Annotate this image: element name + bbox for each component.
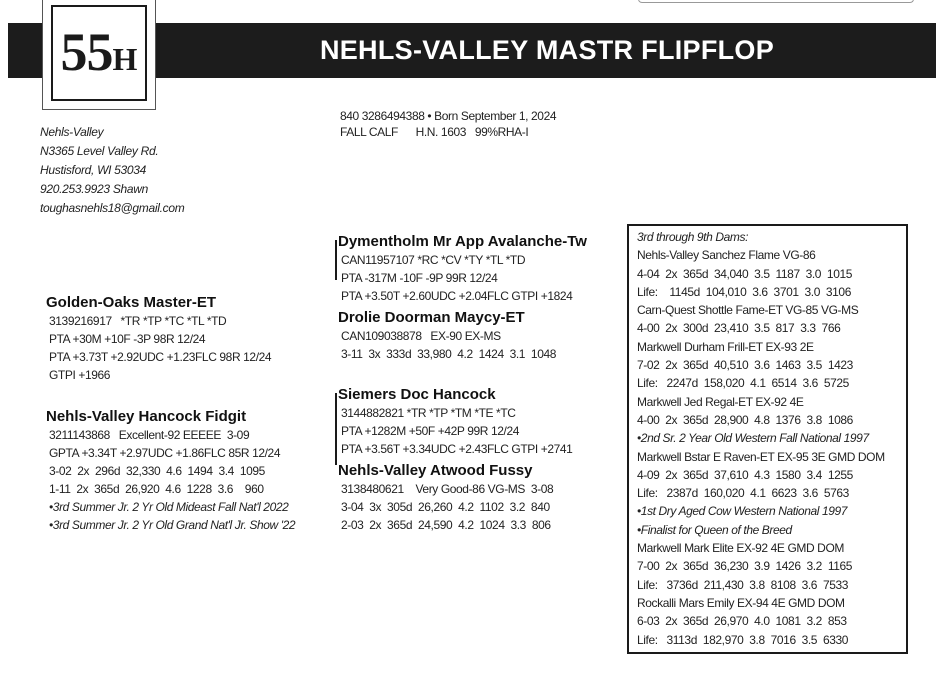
ancestor-dam-record: 7-00 2x 365d 36,230 3.9 1426 3.2 1165	[637, 559, 853, 574]
lot-number-suffix: H	[112, 41, 138, 77]
sires-sire-block	[338, 232, 587, 305]
ancestor-dam-name: Markwell Mark Elite EX-92 4E GMD DOM	[637, 541, 844, 556]
sire-line: GTPI +1966	[49, 368, 111, 382]
dams-dam-line: 2-03 2x 365d 24,590 4.2 1024 3.3 806	[341, 518, 551, 532]
dam-line: 1-11 2x 365d 26,920 4.6 1228 3.6 960	[49, 482, 264, 496]
dams-sire-line: 3144882821 *TR *TP *TM *TE *TC	[341, 406, 516, 420]
ancestor-dam-award: •Finalist for Queen of the Breed	[637, 522, 792, 537]
consignor-city: Hustisford, WI 53034	[40, 163, 147, 177]
sires-sire-line: PTA +3.50T +2.60UDC +2.04FLC GTPI +1824	[341, 289, 573, 303]
consignor-phone: 920.253.9923 Shawn	[40, 182, 149, 196]
extended-dams-box	[627, 224, 908, 654]
sire-block	[46, 293, 271, 384]
sires-sire-line: CAN11957107 *RC *CV *TY *TL *TD	[341, 253, 526, 267]
pedigree-bracket	[335, 393, 337, 465]
dam-name: Nehls-Valley Hancock Fidgit	[46, 408, 247, 425]
consignor-block	[40, 123, 184, 218]
ancestor-dam-record: 4-00 2x 365d 28,900 4.8 1376 3.8 1086	[637, 412, 853, 427]
consignor-email: toughasnehls18@gmail.com	[40, 201, 185, 215]
ancestor-dam-name: Carn-Quest Shottle Fame-ET VG-85 VG-MS	[637, 303, 859, 318]
consignor-name: Nehls-Valley	[40, 125, 104, 139]
sire-line: PTA +30M +10F -3P 98R 12/24	[49, 332, 206, 346]
sire-name: Golden-Oaks Master-ET	[46, 294, 217, 311]
ancestor-dam-name: Markwell Durham Frill-ET EX-93 2E	[637, 339, 814, 354]
sires-sire-line: PTA -317M -10F -9P 99R 12/24	[341, 271, 498, 285]
ancestor-dam-record: 4-00 2x 300d 23,410 3.5 817 3.3 766	[637, 321, 841, 336]
registration-birthdate: 840 3286494388 • Born September 1, 2024	[340, 109, 557, 123]
consignor-address: N3365 Level Valley Rd.	[40, 144, 159, 158]
lot-number	[53, 21, 145, 83]
ancestor-dam-record: Life: 2387d 160,020 4.1 6623 3.6 5763	[637, 486, 849, 501]
dams-box-lines	[637, 246, 906, 649]
lot-number-tag	[42, 0, 156, 110]
top-tab-frame	[638, 0, 914, 3]
dam-line: 3211143868 Excellent-92 EEEEE 3-09	[49, 428, 250, 442]
ancestor-dam-record: 7-02 2x 365d 40,510 3.6 1463 3.5 1423	[637, 358, 853, 373]
sires-dam-name: Drolie Doorman Maycy-ET	[338, 309, 525, 326]
dams-dam-block	[338, 461, 553, 534]
dams-sire-block	[338, 385, 572, 458]
ancestor-dam-record: Life: 3113d 182,970 3.8 7016 3.5 6330	[637, 632, 849, 647]
ancestor-dam-award: •1st Dry Aged Cow Western National 1997	[637, 504, 848, 519]
ancestor-dam-record: Life: 2247d 158,020 4.1 6514 3.6 5725	[637, 376, 849, 391]
ancestor-dam-name: Markwell Bstar E Raven-ET EX-95 3E GMD DOM	[637, 449, 885, 464]
sires-dam-line: CAN109038878 EX-90 EX-MS	[341, 329, 501, 343]
dams-dam-name: Nehls-Valley Atwood Fussy	[338, 462, 533, 479]
ancestor-dam-record: Life: 3736d 211,430 3.8 8108 3.6 7533	[637, 577, 849, 592]
dam-award: •3rd Summer Jr. 2 Yr Old Grand Nat'l Jr. Show '22	[49, 518, 296, 532]
pedigree-bracket	[335, 240, 337, 280]
ancestor-dam-record: Life: 1145d 104,010 3.6 3701 3.0 3106	[637, 284, 851, 299]
dams-sire-line: PTA +3.56T +3.34UDC +2.43FLC GTPI +2741	[341, 442, 573, 456]
dam-line: GPTA +3.34T +2.97UDC +1.86FLC 85R 12/24	[49, 446, 281, 460]
sire-line: 3139216917 *TR *TP *TC *TL *TD	[49, 314, 227, 328]
ancestor-dam-record: 4-09 2x 365d 37,610 4.3 1580 3.4 1255	[637, 467, 853, 482]
dam-award: •3rd Summer Jr. 2 Yr Old Mideast Fall Nat'l 2022	[49, 500, 289, 514]
ancestor-dam-record: 4-04 2x 365d 34,040 3.5 1187 3.0 1015	[637, 266, 853, 281]
ancestor-dam-record: 6-03 2x 365d 26,970 4.0 1081 3.2 853	[637, 614, 847, 629]
dams-box-header: 3rd through 9th Dams:	[637, 230, 748, 244]
lot-number-frame	[51, 5, 147, 101]
ancestor-dam-name: Rockalli Mars Emily EX-94 4E GMD DOM	[637, 595, 845, 610]
dams-sire-line: PTA +1282M +50F +42P 99R 12/24	[341, 424, 520, 438]
sire-line: PTA +3.73T +2.92UDC +1.23FLC 98R 12/24	[49, 350, 272, 364]
calf-class: FALL CALF H.N. 1603 99%RHA-I	[340, 125, 529, 139]
dam-block	[46, 407, 295, 534]
animal-info	[340, 108, 556, 140]
dams-sire-name: Siemers Doc Hancock	[338, 386, 496, 403]
ancestor-dam-name: Markwell Jed Regal-ET EX-92 4E	[637, 394, 804, 409]
sires-dam-line: 3-11 3x 333d 33,980 4.2 1424 3.1 1048	[341, 347, 557, 361]
sires-sire-name: Dymentholm Mr App Avalanche-Tw	[338, 233, 587, 250]
sires-dam-block	[338, 308, 556, 363]
dams-dam-line: 3138480621 Very Good-86 VG-MS 3-08	[341, 482, 554, 496]
dam-line: 3-02 2x 296d 32,330 4.6 1494 3.4 1095	[49, 464, 265, 478]
dams-dam-line: 3-04 3x 305d 26,260 4.2 1102 3.2 840	[341, 500, 550, 514]
ancestor-dam-award: •2nd Sr. 2 Year Old Western Fall National 1997	[637, 431, 869, 446]
lot-number-digits: 55	[60, 22, 113, 82]
ancestor-dam-name: Nehls-Valley Sanchez Flame VG-86	[637, 248, 816, 263]
animal-title: NEHLS-VALLEY MASTR FLIPFLOP	[319, 35, 775, 65]
